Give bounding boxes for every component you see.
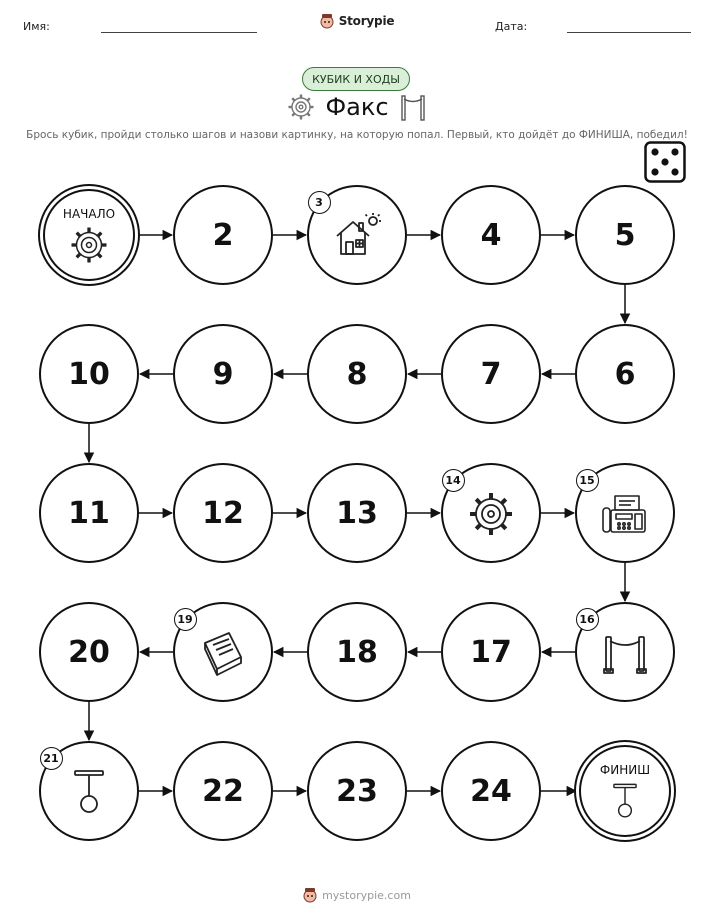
date-label: Дата:: [495, 20, 528, 33]
category-badge: КУБИК И ХОДЫ: [302, 67, 410, 91]
rope-barrier-icon: [601, 629, 649, 681]
book-icon: [199, 629, 247, 681]
cell-number: 22: [202, 773, 244, 809]
page-title: Факс: [325, 93, 389, 121]
cell-number: 23: [336, 773, 378, 809]
cell-number-badge: 16: [576, 608, 599, 631]
cell-number: 17: [470, 634, 512, 670]
cell-number-badge: 14: [442, 469, 465, 492]
board-cell-13: [307, 463, 407, 563]
cell-number: 6: [614, 356, 636, 392]
board-cell-10: [39, 324, 139, 424]
finish-cell: [579, 745, 671, 837]
board-cell-12: [173, 463, 273, 563]
cell-number: 4: [480, 217, 502, 253]
board-cell-17: [441, 602, 541, 702]
fax-icon: [601, 490, 649, 542]
board-cell-11: [39, 463, 139, 563]
gear-icon: [69, 225, 109, 269]
board-cell-24: [441, 741, 541, 841]
board-cell-23: [307, 741, 407, 841]
board-cell-4: [441, 185, 541, 285]
finish-label: ФИНИШ: [599, 763, 651, 777]
pendulum-icon: [65, 768, 113, 820]
instructions: Брось кубик, пройди столько шагов и назови картинку, на которую попал. Первый, кто дойдёт до ФИНИША, победил!: [26, 129, 688, 141]
cell-number: 11: [68, 495, 110, 531]
cell-number: 7: [480, 356, 502, 392]
cell-number: 18: [336, 634, 378, 670]
board-cell-9: [173, 324, 273, 424]
board-cell-20: [39, 602, 139, 702]
board-cell-18: [307, 602, 407, 702]
board-cell-8: [307, 324, 407, 424]
footer-url: mystorypie.com: [322, 888, 411, 902]
cell-number-badge: 15: [576, 469, 599, 492]
storypie-mascot-icon: [303, 887, 317, 903]
pendulum-icon: [606, 782, 644, 824]
cell-number: 8: [346, 356, 368, 392]
start-label: НАЧАЛО: [62, 207, 116, 221]
cell-number-badge: 3: [308, 191, 331, 214]
brand-name: Storypie: [338, 14, 395, 28]
footer: [0, 887, 714, 903]
board-cell-22: [173, 741, 273, 841]
cell-number: 24: [470, 773, 512, 809]
board-cell-7: [441, 324, 541, 424]
start-cell: [43, 189, 135, 281]
name-label: Имя:: [23, 20, 50, 33]
cell-number: 13: [336, 495, 378, 531]
cell-number: 10: [68, 356, 110, 392]
cell-number: 20: [68, 634, 110, 670]
cell-number-badge: 21: [40, 747, 63, 770]
cell-number: 12: [202, 495, 244, 531]
board-cell-2: [173, 185, 273, 285]
cell-number: 2: [212, 217, 234, 253]
cell-number: 5: [614, 217, 636, 253]
cell-number-badge: 19: [174, 608, 197, 631]
cell-number: 9: [212, 356, 234, 392]
house-icon: [333, 212, 381, 264]
board-cell-5: [575, 185, 675, 285]
board-cell-6: [575, 324, 675, 424]
gear-icon: [467, 490, 515, 542]
